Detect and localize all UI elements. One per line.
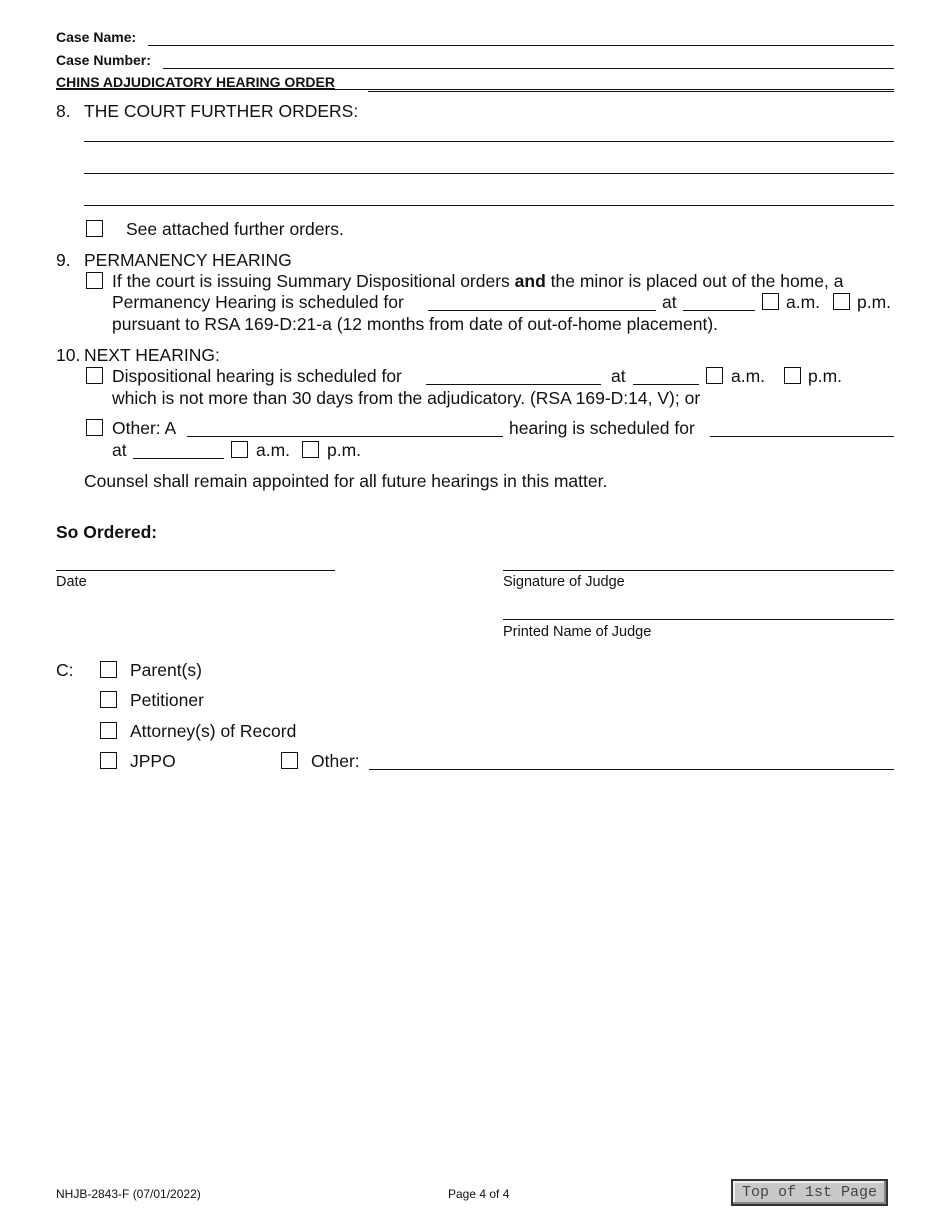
other-hearing-label: Other: A [112,418,177,438]
permanency-at-label: at [662,292,677,312]
so-ordered-label: So Ordered: [56,522,158,542]
parents-checkbox[interactable] [100,661,117,678]
other-hearing-am-checkbox[interactable] [231,441,248,458]
section-9-title: PERMANENCY HEARING [84,250,292,270]
case-name-field[interactable] [148,27,894,46]
judge-name-label: Printed Name of Judge [503,624,652,640]
dispositional-hearing-checkbox[interactable] [86,367,103,384]
judge-signature-line[interactable] [503,570,894,571]
dispositional-line-2: which is not more than 30 days from the adjudicatory. (RSA 169-D:14, V); or [112,388,701,408]
see-attached-checkbox[interactable] [86,220,103,237]
permanency-pm-checkbox[interactable] [833,293,850,310]
case-number-field[interactable] [163,50,894,69]
case-number-label: Case Number: [56,52,151,68]
other-hearing-type-field[interactable] [187,418,503,437]
attorneys-checkbox[interactable] [100,722,117,739]
date-signature-line[interactable] [56,570,335,571]
case-name-label: Case Name: [56,29,137,45]
counsel-statement: Counsel shall remain appointed for all future hearings in this matter. [84,471,608,491]
petitioner-label: Petitioner [130,690,204,710]
section-10-title: NEXT HEARING: [84,345,220,365]
dispositional-pm-checkbox[interactable] [784,367,801,384]
jppo-checkbox[interactable] [100,752,117,769]
parents-label: Parent(s) [130,660,202,680]
page-number: Page 4 of 4 [448,1187,510,1201]
dispositional-pm-label: p.m. [808,366,843,386]
section-9-number: 9. [56,250,71,270]
permanency-pm-label: p.m. [857,292,892,312]
permanency-line-3: pursuant to RSA 169-D:21-a (12 months from date of out-of-home placement). [112,314,719,334]
dispositional-at-label: at [611,366,626,386]
other-hearing-scheduled-label: hearing is scheduled for [509,418,695,438]
petitioner-checkbox[interactable] [100,691,117,708]
section-8-title: THE COURT FURTHER ORDERS: [84,101,359,121]
date-label: Date [56,574,87,590]
see-attached-label: See attached further orders. [126,219,344,239]
other-copy-label: Other: [311,751,360,771]
judge-name-line[interactable] [503,619,894,620]
other-hearing-checkbox[interactable] [86,419,103,436]
permanency-am-checkbox[interactable] [762,293,779,310]
form-title: CHINS ADJUDICATORY HEARING ORDER [56,74,335,90]
judge-signature-label: Signature of Judge [503,574,625,590]
other-hearing-am-label: a.m. [256,440,291,460]
other-hearing-pm-label: p.m. [327,440,362,460]
summary-dispositional-checkbox[interactable] [86,272,103,289]
dispositional-am-checkbox[interactable] [706,367,723,384]
copies-label: C: [56,660,74,680]
permanency-scheduled-label: Permanency Hearing is scheduled for [112,292,404,312]
dispositional-label: Dispositional hearing is scheduled for [112,366,402,386]
form-id: NHJB-2843-F (07/01/2022) [56,1187,201,1201]
permanency-time-field[interactable] [683,292,755,311]
other-copy-checkbox[interactable] [281,752,298,769]
other-hearing-time-field[interactable] [133,440,224,459]
attorneys-label: Attorney(s) of Record [130,721,297,741]
further-orders-line-3[interactable] [84,205,894,206]
permanency-am-label: a.m. [786,292,821,312]
further-orders-line-1[interactable] [84,141,894,142]
top-of-first-page-button[interactable]: Top of 1st Page [731,1179,888,1206]
dispositional-time-field[interactable] [633,366,699,385]
other-copy-field[interactable] [369,751,894,770]
further-orders-line-2[interactable] [84,173,894,174]
permanency-date-field[interactable] [428,292,656,311]
other-hearing-at-label: at [112,440,127,460]
header-divider-2 [368,91,894,92]
section-8-number: 8. [56,101,71,121]
other-hearing-pm-checkbox[interactable] [302,441,319,458]
section-10-number: 10. [56,345,81,365]
other-hearing-date-field[interactable] [710,418,894,437]
permanency-line-1: If the court is issuing Summary Dispositional orders and the minor is placed out of the home, a [112,271,844,291]
dispositional-date-field[interactable] [426,366,601,385]
jppo-label: JPPO [130,751,176,771]
header-divider [56,89,894,90]
dispositional-am-label: a.m. [731,366,766,386]
